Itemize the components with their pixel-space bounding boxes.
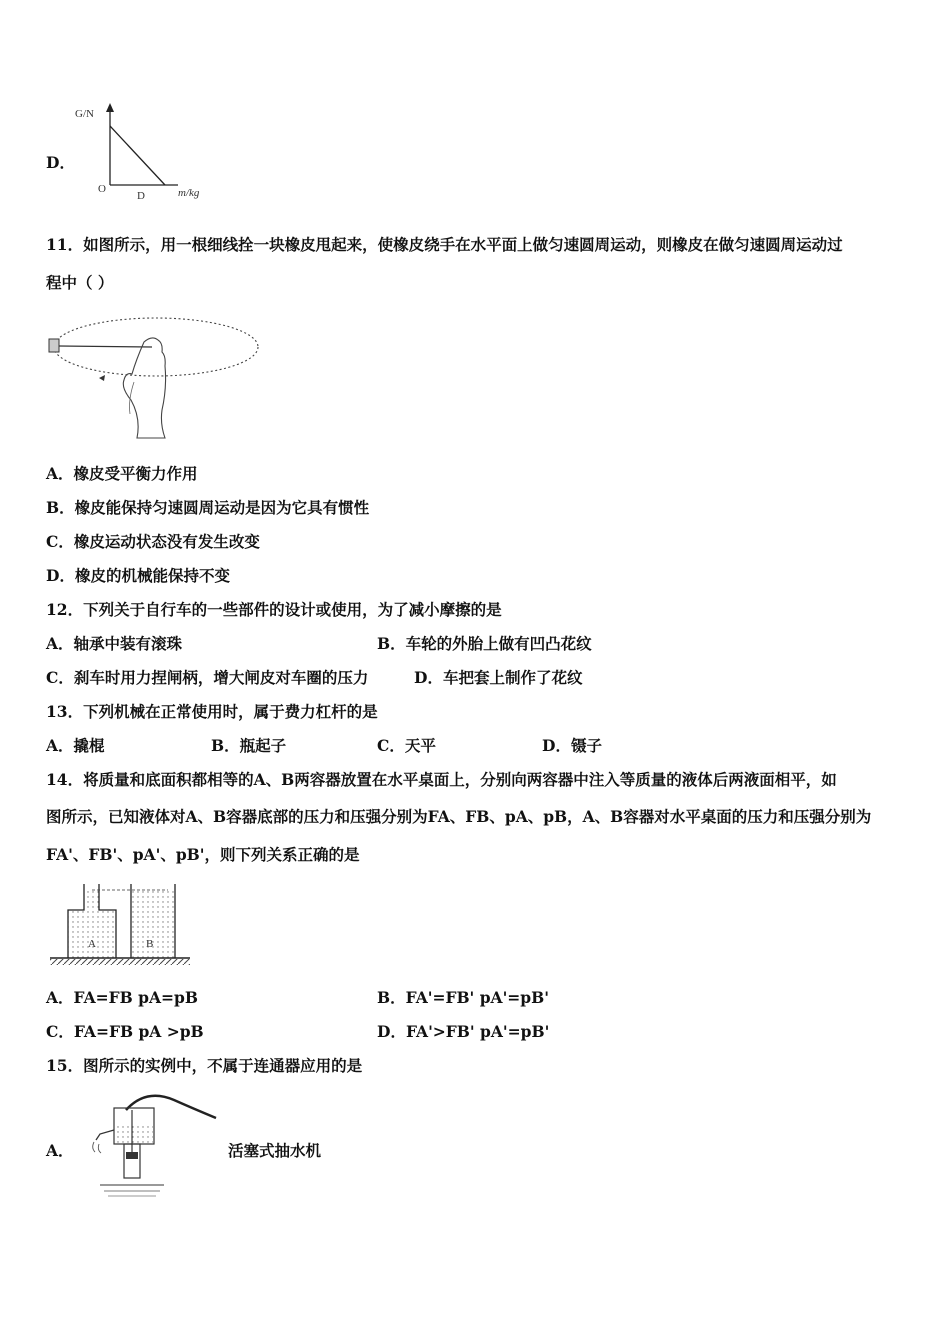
graph-y-label: G/N — [75, 108, 94, 120]
q10-graph — [70, 100, 220, 205]
q13-option-a: A．撬棍 — [46, 736, 105, 755]
q14-stem-line1: 14．将质量和底面积都相等的A、B两容器放置在水平桌面上，分别向两容器中注入等质量的液体后两液面相平，如 — [46, 770, 837, 789]
q15-option-a-caption: 活塞式抽水机 — [228, 1141, 322, 1160]
q14-stem-line2: 图所示，已知液体对A、B容器底部的压力和压强分别为FA、FB、pA、pB，A、B容器对水平桌面的压力和压强分别为 — [46, 807, 872, 826]
q14-option-b: B．FA'=FB' pA'=pB' — [377, 988, 549, 1007]
graph-x-mark: D — [137, 190, 145, 202]
q14-option-d: D．FA'>FB' pA'=pB' — [377, 1022, 550, 1041]
q13-option-b: B．瓶起子 — [211, 736, 287, 755]
q14-containers-figure — [46, 880, 196, 972]
q12-option-c: C．刹车时用力捏闸柄，增大闸皮对车圈的压力 — [46, 668, 369, 687]
q11-figure — [44, 312, 264, 442]
q11-option-b: B．橡皮能保持匀速圆周运动是因为它具有惯性 — [46, 498, 370, 517]
container-b-label: B — [146, 938, 154, 950]
eraser-icon — [49, 339, 59, 352]
q14-option-a: A．FA=FB pA=pB — [46, 988, 198, 1007]
graph-x-label: m/kg — [178, 187, 200, 199]
q15-stem: 15．图所示的实例中，不属于连通器应用的是 — [46, 1056, 363, 1075]
q14-option-c: C．FA=FB pA >pB — [46, 1022, 204, 1041]
q15-option-a-label: A． — [46, 1141, 74, 1160]
q13-option-d: D．镊子 — [542, 736, 602, 755]
q11-stem-line1: 11．如图所示，用一根细线拴一块橡皮甩起来，使橡皮绕手在水平面上做匀速圆周运动，则橡皮在做匀速圆周运动过 — [46, 235, 843, 254]
graph-origin-label: O — [98, 183, 106, 195]
q10-option-d-label: D． — [46, 153, 75, 172]
q11-stem-line2: 程中（ ） — [46, 273, 114, 292]
q14-stem-line3: FA'、FB'、pA'、pB'，则下列关系正确的是 — [46, 845, 360, 864]
q12-option-b: B．车轮的外胎上做有凹凸花纹 — [377, 634, 592, 653]
q15-pump-figure — [86, 1090, 221, 1200]
q13-stem: 13．下列机械在正常使用时，属于费力杠杆的是 — [46, 702, 378, 721]
q11-option-c: C．橡皮运动状态没有发生改变 — [46, 532, 260, 551]
q12-option-a: A．轴承中装有滚珠 — [46, 634, 183, 653]
q12-stem: 12．下列关于自行车的一些部件的设计或使用，为了减小摩擦的是 — [46, 600, 502, 619]
q11-option-a: A．橡皮受平衡力作用 — [46, 464, 198, 483]
q13-option-c: C．天平 — [377, 736, 436, 755]
container-a-label: A — [88, 938, 96, 950]
hand-icon — [123, 338, 165, 438]
q12-option-d: D．车把套上制作了花纹 — [414, 668, 583, 687]
q11-option-d: D．橡皮的机械能保持不变 — [46, 566, 230, 585]
